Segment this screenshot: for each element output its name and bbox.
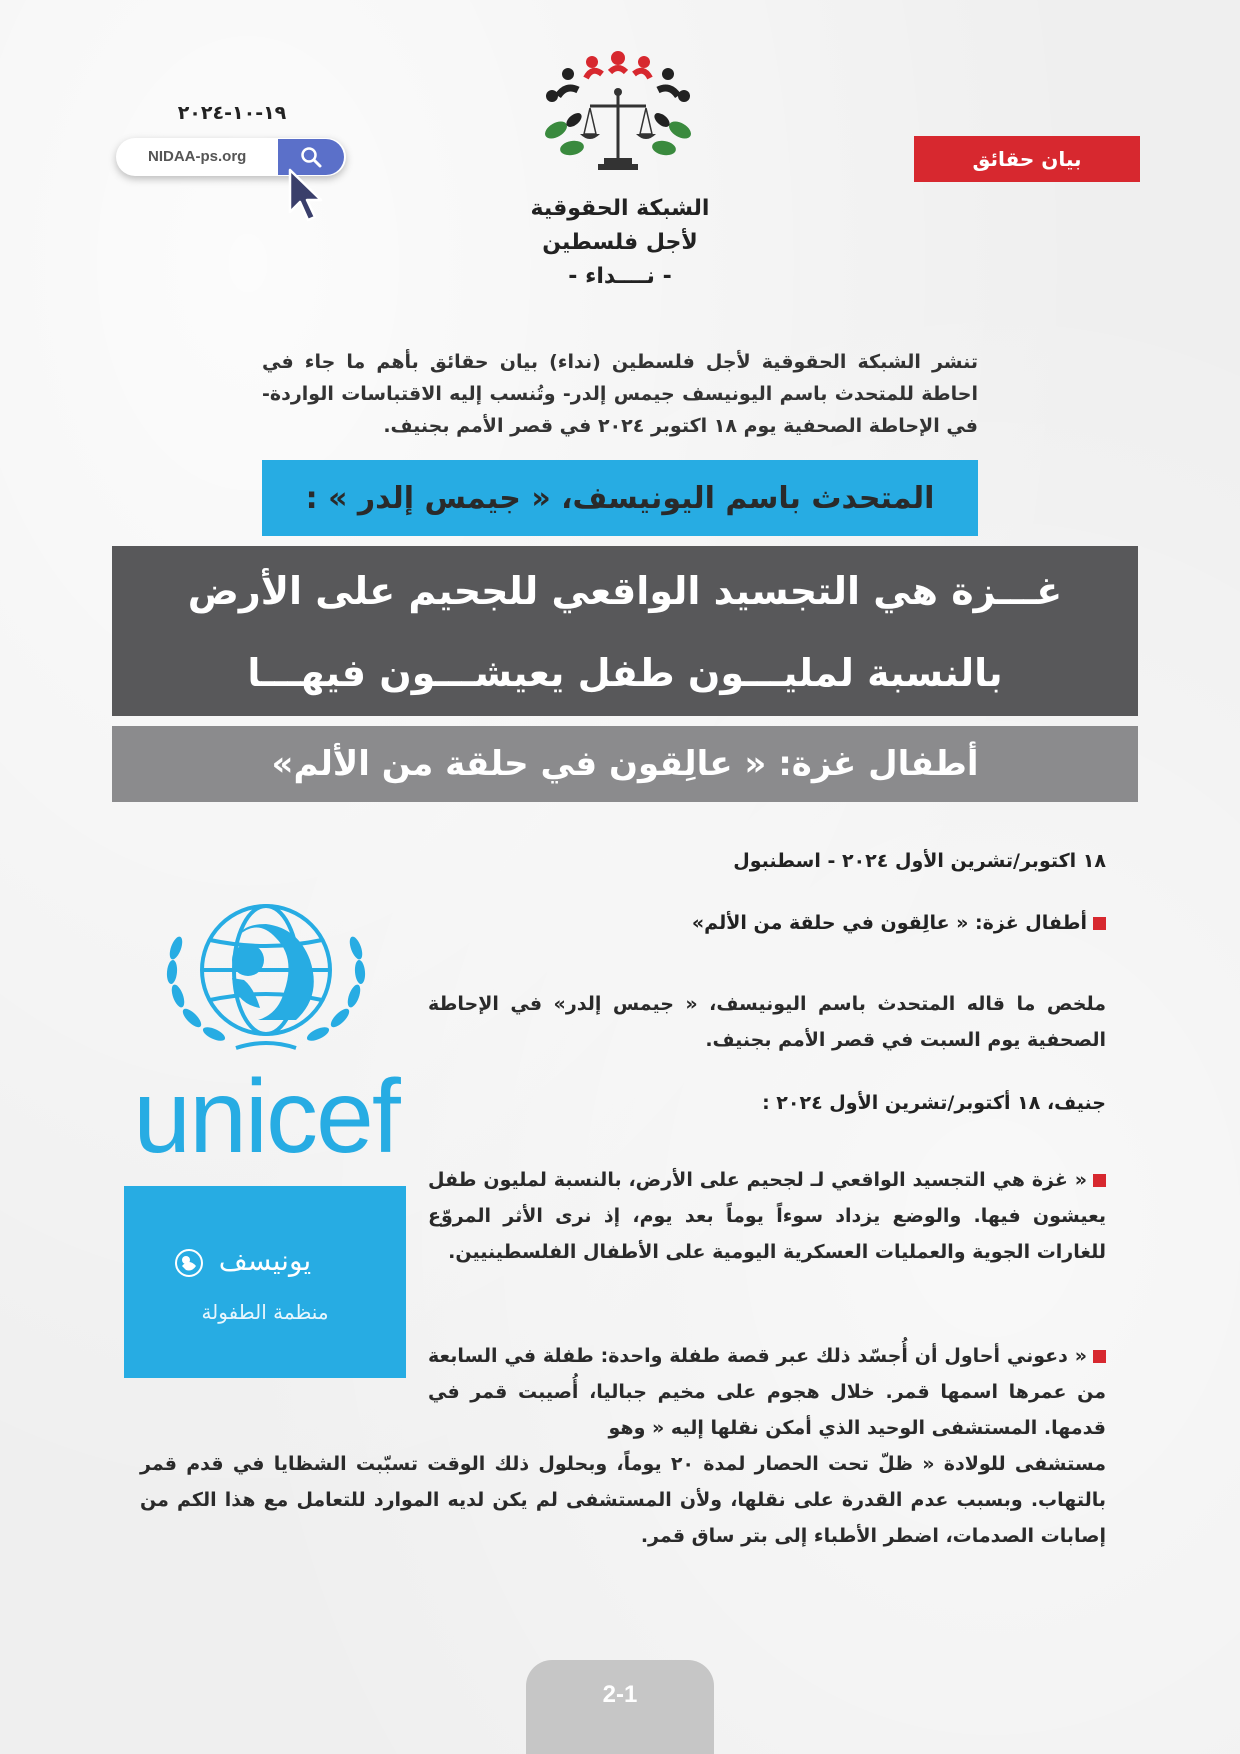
- speaker-banner: المتحدث باسم اليونيسف، « جيمس إلدر » :: [262, 460, 978, 536]
- unicef-emblem-icon: [126, 888, 406, 1068]
- headline-line2: بالنسبة لمليـــون طفل يعيشـــون فيهـــا: [247, 651, 1003, 695]
- quote-2-text: « دعوني أحاول أن أُجسّد ذلك عبر قصة طفلة واحدة: طفلة في السابعة من عمرها اسمها قمر. خلال هجوم على مخيم جباليا، أُصيبت قمر في قدمها. المستشفى الوحيد الذي أمكن نقلها إليه « وهو: [428, 1345, 1106, 1439]
- search-icon: [299, 145, 323, 169]
- subheadline-box: أطفال غزة: « عالِقون في حلقة من الألم»: [112, 726, 1138, 802]
- geneva-dateline: جنيف، ١٨ أكتوبر/تشرين الأول ٢٠٢٤ :: [762, 1092, 1106, 1114]
- nidaa-logo-icon: [528, 48, 708, 178]
- site-url[interactable]: NIDAA-ps.org: [148, 148, 247, 165]
- bullet-icon: [1093, 1174, 1106, 1187]
- fact-sheet-tag: بيان حقائق: [914, 136, 1140, 182]
- quote-1-text: « غزة هي التجسيد الواقعي لـ لجحيم على الأرض، بالنسبة لمليون طفل يعيشون فيها. والوضع يزداد سوءاً يوماً بعد يوم، إذ نرى الأثر المروّع للغارات الجوية والعمليات العسكرية اليومية على الأطفال الفلسطينيين.: [428, 1169, 1106, 1263]
- unicef-arabic-badge: [124, 1186, 406, 1378]
- quote-paragraph-2-continued: مستشفى للولادة « ظلّ تحت الحصار لمدة ٢٠ يوماً، وبحلول ذلك الوقت تسبّبت الشظايا في قدم قمر بالتهاب. وبسبب عدم القدرة على نقلها، ولأن المستشفى لم يكن لديه الموارد للتعامل مع هذا الكم من إصابات الصدمات، اضطر الأطباء إلى بتر ساق قمر.: [140, 1453, 1106, 1547]
- cursor-icon: [286, 168, 326, 226]
- section-title-text: أطفال غزة: « عالِقون في حلقة من الألم»: [691, 912, 1087, 934]
- org-name-line3: - نــــداء -: [568, 264, 672, 289]
- headline-line1: غـــزة هي التجسيد الواقعي للجحيم على الأرض: [187, 569, 1063, 613]
- organization-name: [480, 192, 760, 294]
- bullet-icon: [1093, 917, 1106, 930]
- page-number: 2-1: [526, 1660, 714, 1754]
- headline-box: [112, 546, 1138, 716]
- section-title: [506, 912, 1106, 934]
- quote-paragraph-1: [428, 1162, 1106, 1270]
- quote-paragraph-2: [428, 1338, 1106, 1446]
- org-name-line1: الشبكة الحقوقية: [530, 196, 710, 221]
- unicef-wordmark: unicef: [133, 1059, 399, 1175]
- intro-paragraph: تنشر الشبكة الحقوقية لأجل فلسطين (نداء) بيان حقائق بأهم ما جاء في احاطة للمتحدث باسم اليونيسف جيمس إلدر- وتُنسب إليه الاقتباسات الواردة- في الإحاطة الصحفية يوم ١٨ اكتوبر ٢٠٢٤ في قصر الأمم بجنيف.: [262, 351, 978, 437]
- summary-paragraph: ملخص ما قاله المتحدث باسم اليونيسف، « جيمس إلدر» في الإحاطة الصحفية يوم السبت في قصر الأمم بجنيف.: [428, 993, 1106, 1051]
- bullet-icon: [1093, 1350, 1106, 1363]
- dateline: ١٨ اكتوبر/تشرين الأول ٢٠٢٤ - اسطنبول: [733, 850, 1106, 872]
- document-date: ١٩-١٠-٢٠٢٤: [177, 102, 287, 124]
- unicef-arabic-subtitle: منظمة الطفولة: [201, 1300, 329, 1324]
- org-name-line2: لأجل فلسطين: [542, 230, 698, 255]
- unicef-arabic-name: يونيسف: [218, 1244, 312, 1277]
